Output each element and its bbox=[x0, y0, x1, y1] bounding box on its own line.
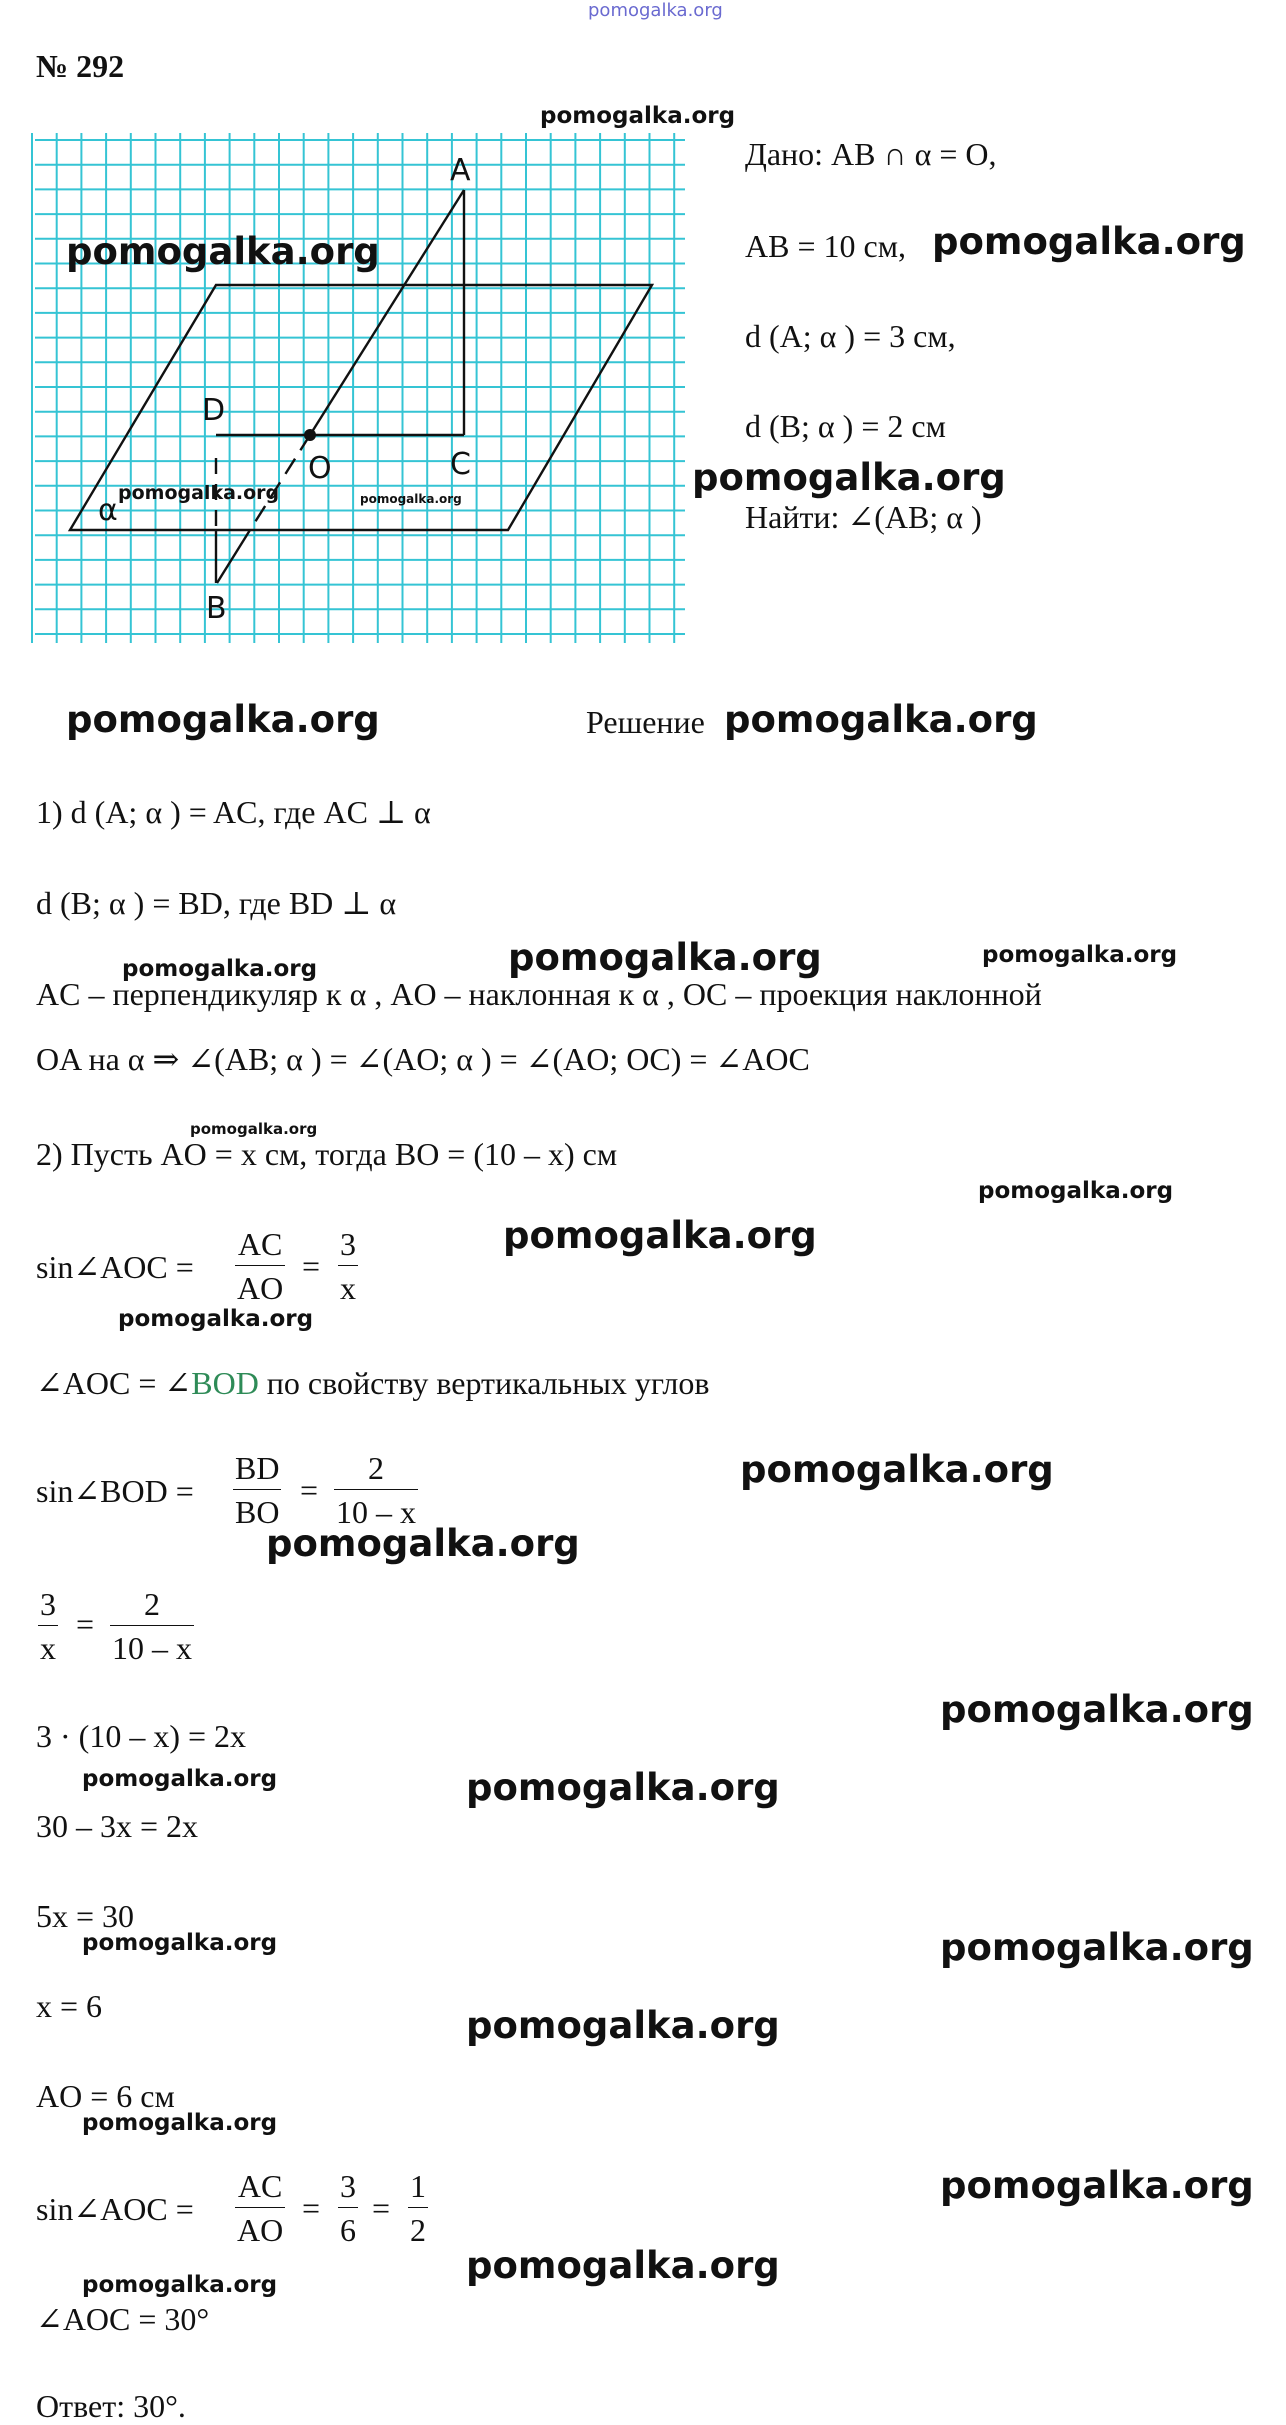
watermark[interactable]: pomogalka.org bbox=[932, 220, 1246, 263]
top-watermark[interactable]: pomogalka.org bbox=[588, 0, 723, 21]
watermark[interactable]: pomogalka.org bbox=[118, 1306, 314, 1332]
equals-sign: = bbox=[302, 1248, 321, 1284]
equation-line-5: AO = 6 см bbox=[36, 2078, 175, 2114]
fraction-3-x-prop bbox=[38, 1588, 58, 1664]
watermark[interactable]: pomogalka.org bbox=[82, 1766, 278, 1792]
label-alpha: α bbox=[98, 493, 118, 528]
sin-bod-label: sin∠BOD = bbox=[36, 1473, 194, 1509]
label-o: O bbox=[308, 451, 332, 486]
watermark[interactable]: pomogalka.org bbox=[66, 230, 380, 273]
step-1-line-1: 1) d (A; α ) = AC, где AC ⊥ α bbox=[36, 794, 431, 830]
watermark[interactable]: pomogalka.org bbox=[466, 1766, 780, 1809]
fraction-denominator: 6 bbox=[340, 2212, 356, 2248]
fraction-ac-ao bbox=[235, 1228, 285, 1304]
fraction-numerator: AC bbox=[237, 1226, 283, 1262]
watermark[interactable]: pomogalka.org bbox=[82, 2272, 278, 2298]
watermark[interactable]: pomogalka.org bbox=[118, 482, 280, 504]
equals-sign: = bbox=[372, 2190, 391, 2226]
watermark[interactable]: pomogalka.org bbox=[360, 492, 462, 506]
segment-ob-visible bbox=[217, 530, 250, 583]
equals-sign: = bbox=[302, 2190, 321, 2226]
step-2-line-1: 2) Пусть AO = x см, тогда BO = (10 – x) см bbox=[36, 1136, 618, 1172]
given-line-4: d (B; α ) = 2 см bbox=[745, 408, 946, 444]
watermark[interactable]: pomogalka.org bbox=[82, 2110, 278, 2136]
equation-line-4: x = 6 bbox=[36, 1988, 103, 2024]
fraction-denominator: 10 – x bbox=[112, 1630, 192, 1666]
watermark[interactable]: pomogalka.org bbox=[466, 2244, 780, 2287]
equation-line-1: 3 · (10 – x) = 2x bbox=[36, 1718, 247, 1754]
grid-lines bbox=[32, 133, 685, 643]
watermark[interactable]: pomogalka.org bbox=[940, 2164, 1254, 2207]
vertical-angles-start: ∠AOC = ∠ bbox=[36, 1365, 192, 1401]
fraction-ac-ao-final bbox=[235, 2170, 285, 2246]
label-d: D bbox=[202, 393, 226, 428]
given-line-3: d (A; α ) = 3 см, bbox=[745, 318, 956, 354]
fraction-numerator: AC bbox=[237, 2168, 283, 2204]
point-o bbox=[304, 429, 316, 441]
watermark[interactable]: pomogalka.org bbox=[724, 698, 1038, 741]
vertical-angles-end: по свойству вертикальных углов bbox=[258, 1365, 710, 1401]
watermark[interactable]: pomogalka.org bbox=[940, 1688, 1254, 1731]
fraction-denominator: 2 bbox=[410, 2212, 426, 2248]
watermark[interactable]: pomogalka.org bbox=[982, 942, 1178, 968]
fraction-denominator: AO bbox=[237, 1270, 284, 1306]
step-1-line-4: OA на α ⇒ ∠(AB; α ) = ∠(AO; α ) = ∠(AO; OC) = ∠AOC bbox=[36, 1041, 810, 1077]
label-b: B bbox=[206, 591, 227, 626]
watermark[interactable]: pomogalka.org bbox=[82, 1930, 278, 1956]
watermark[interactable]: pomogalka.org bbox=[466, 2004, 780, 2047]
given-line-5: Найти: ∠(AB; α ) bbox=[745, 499, 982, 535]
label-a: A bbox=[450, 153, 471, 188]
fraction-denominator: 10 – x bbox=[336, 1494, 416, 1530]
fraction-numerator: 2 bbox=[368, 1450, 384, 1486]
fraction-numerator: BD bbox=[235, 1450, 280, 1486]
watermark[interactable]: pomogalka.org bbox=[692, 456, 1006, 499]
sin-aoc-final-label: sin∠AOC = bbox=[36, 2191, 194, 2227]
sin-aoc-label: sin∠AOC = bbox=[36, 1249, 194, 1285]
fraction-numerator: 2 bbox=[144, 1586, 160, 1622]
watermark[interactable]: pomogalka.org bbox=[940, 1926, 1254, 1969]
vertical-angles-line bbox=[36, 1364, 709, 1402]
fraction-2-10-x bbox=[334, 1452, 418, 1528]
solution-heading: Решение bbox=[586, 704, 705, 740]
fraction-3-x bbox=[338, 1228, 358, 1304]
fraction-denominator: x bbox=[340, 1270, 356, 1306]
equals-sign: = bbox=[76, 1606, 95, 1642]
problem-number: № 292 bbox=[36, 48, 125, 84]
geometry-figure bbox=[30, 128, 690, 648]
watermark[interactable]: pomogalka.org bbox=[190, 1120, 318, 1138]
fraction-3-6 bbox=[338, 2170, 358, 2246]
fraction-denominator: AO bbox=[237, 2212, 284, 2248]
step-1-line-2: d (B; α ) = BD, где BD ⊥ α bbox=[36, 885, 397, 921]
watermark[interactable]: pomogalka.org bbox=[978, 1178, 1174, 1204]
given-line-2: AB = 10 см, bbox=[745, 228, 906, 264]
given-line-1: Дано: AB ∩ α = O, bbox=[745, 136, 997, 172]
equation-line-2: 30 – 3x = 2x bbox=[36, 1808, 199, 1844]
label-c: C bbox=[450, 447, 471, 482]
fraction-numerator: 1 bbox=[410, 2168, 426, 2204]
watermark[interactable]: pomogalka.org bbox=[66, 698, 380, 741]
fraction-numerator: 3 bbox=[40, 1586, 56, 1622]
watermark[interactable]: pomogalka.org bbox=[503, 1214, 817, 1257]
watermark[interactable]: pomogalka.org bbox=[122, 956, 318, 982]
equals-sign: = bbox=[300, 1472, 319, 1508]
fraction-1-2 bbox=[408, 2170, 428, 2246]
fraction-numerator: 3 bbox=[340, 2168, 356, 2204]
equation-line-3: 5x = 30 bbox=[36, 1898, 135, 1934]
fraction-2-10-x-prop bbox=[110, 1588, 194, 1664]
fraction-numerator: 3 bbox=[340, 1226, 356, 1262]
fraction-denominator: BO bbox=[235, 1494, 280, 1530]
answer: Ответ: 30°. bbox=[36, 2388, 186, 2424]
angle-result: ∠AOC = 30° bbox=[36, 2301, 210, 2337]
watermark[interactable]: pomogalka.org bbox=[740, 1448, 1054, 1491]
watermark[interactable]: pomogalka.org bbox=[266, 1522, 580, 1565]
watermark[interactable]: pomogalka.org bbox=[540, 103, 736, 129]
fraction-denominator: x bbox=[40, 1630, 56, 1666]
watermark[interactable]: pomogalka.org bbox=[508, 936, 822, 979]
vertical-angles-bod: BOD bbox=[191, 1365, 259, 1401]
step-1-line-3: AC – перпендикуляр к α , AO – наклонная к α , OC – проекция наклонной bbox=[36, 976, 1042, 1012]
fraction-bd-bo bbox=[233, 1452, 281, 1528]
